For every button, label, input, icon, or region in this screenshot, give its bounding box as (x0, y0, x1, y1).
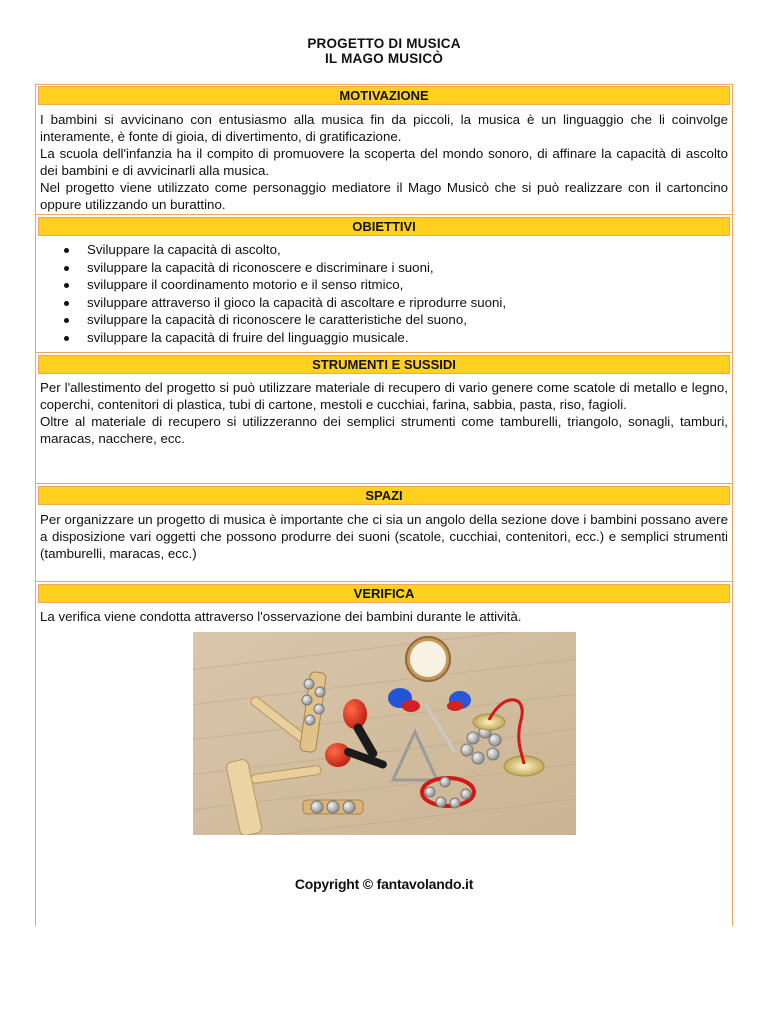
list-item: sviluppare la capacità di riconoscere e discriminare i suoni, (40, 259, 728, 277)
list-item: sviluppare la capacità di riconoscere le caratteristiche del suono, (40, 311, 728, 329)
paragraph: I bambini si avvicinano con entusiasmo alla musica fin da piccoli, la musica è un linguaggio che li coinvolge interamente, è fonte di gioia, di divertimento, di gratificazione. (40, 112, 728, 144)
section-heading-obiettivi: OBIETTIVI (38, 217, 730, 236)
section-heading-motivazione: MOTIVAZIONE (38, 86, 730, 105)
section-body-motivazione (40, 111, 728, 213)
instruments-photo (193, 632, 576, 835)
page-title (0, 36, 768, 66)
objectives-list (40, 241, 728, 346)
section-body-spazi (40, 511, 728, 562)
paragraph: Nel progetto viene utilizzato come personaggio mediatore il Mago Musicò che si può realizzare con il cartoncino oppure utilizzando un burattino. (40, 180, 728, 212)
section-body-verifica (40, 608, 728, 625)
section-heading-strumenti: STRUMENTI E SUSSIDI (38, 355, 730, 374)
list-item: Sviluppare la capacità di ascolto, (40, 241, 728, 259)
section-heading-spazi: SPAZI (38, 486, 730, 505)
row-divider (35, 352, 733, 353)
paragraph: La verifica viene condotta attraverso l'osservazione dei bambini durante le attività. (40, 609, 522, 624)
copyright-text: Copyright © fantavolando.it (294, 876, 474, 892)
row-divider (35, 214, 733, 215)
paragraph: Per l'allestimento del progetto si può utilizzare materiale di recupero di vario genere come scatole di metallo e legno, coperchi, contenitori di plastica, tubi di cartone, mestoli e cucchiai, farina, sabbia, pasta, riso, fagioli. (40, 380, 728, 412)
list-item: sviluppare attraverso il gioco la capacità di ascoltare e riprodurre suoni, (40, 294, 728, 312)
paragraph: Oltre al materiale di recupero si utilizzeranno dei semplici strumenti come tamburelli, triangolo, sonagli, tamburi, maracas, nacchere, ecc. (40, 414, 728, 446)
list-item: sviluppare la capacità di fruire del linguaggio musicale. (40, 329, 728, 347)
paragraph: Per organizzare un progetto di musica è importante che ci sia un angolo della sezione dove i bambini possano avere a disposizione vari oggetti che possono produrre dei suoni (scatole, cucchiai, contenitori, ecc.) e semplici strumenti (tamburelli, maracas, ecc.) (40, 512, 728, 561)
section-body-strumenti (40, 379, 728, 447)
row-divider (35, 483, 733, 484)
title-line-1: PROGETTO DI MUSICA (307, 36, 461, 51)
row-divider (35, 581, 733, 582)
title-line-2: IL MAGO MUSICÒ (324, 51, 444, 66)
list-item: sviluppare il coordinamento motorio e il senso ritmico, (40, 276, 728, 294)
section-heading-verifica: VERIFICA (38, 584, 730, 603)
paragraph: La scuola dell'infanzia ha il compito di promuovere la scoperta del mondo sonoro, di affinare la capacità di ascolto dei bambini e di avvicinarli alla musica. (40, 146, 728, 178)
